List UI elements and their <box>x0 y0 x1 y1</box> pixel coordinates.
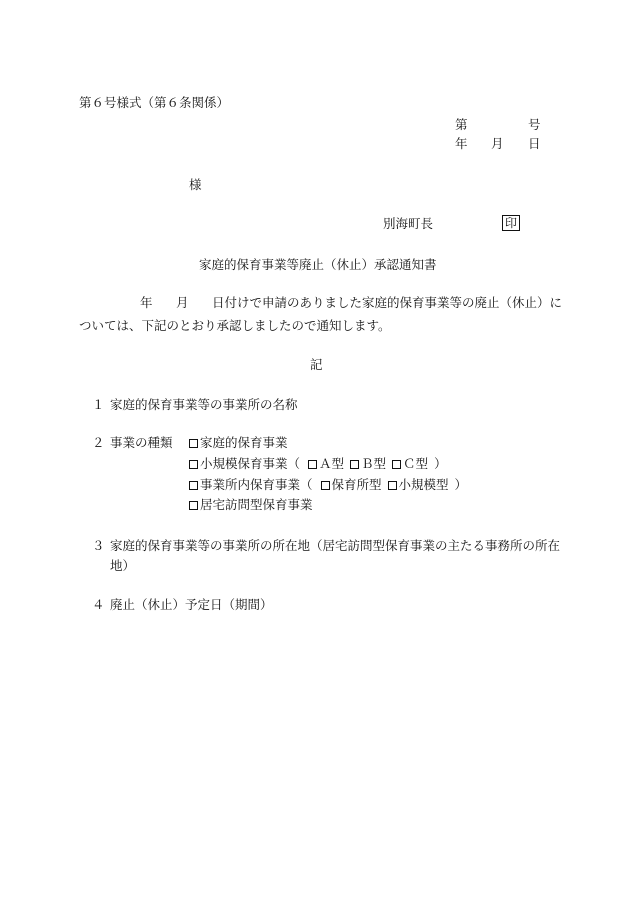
checkbox-icon <box>392 460 401 469</box>
ki-heading: 記 <box>310 357 323 372</box>
option-kateiteki-label: 家庭的保育事業 <box>200 435 288 450</box>
option-shokibo <box>189 458 447 471</box>
checkbox-icon <box>189 501 198 510</box>
close-paren: ） <box>434 456 447 471</box>
checkbox-icon <box>321 481 330 490</box>
checkbox-icon <box>189 439 198 448</box>
checkbox-icon <box>350 460 359 469</box>
checkbox-icon <box>189 460 198 469</box>
item-3-line1: 家庭的保育事業等の事業所の所在地（居宅訪問型保育事業の主たる事務所の所在 <box>110 538 561 553</box>
item-1-number: １ <box>92 397 105 412</box>
option-kyotaku-label: 居宅訪問型保育事業 <box>200 497 313 512</box>
type-hoikusho-label: 保育所型 <box>331 477 382 492</box>
body-month: 月 <box>176 295 189 310</box>
option-jigyosho <box>189 479 467 492</box>
body-year: 年 <box>140 295 153 310</box>
type-a-label: Ａ型 <box>319 456 345 471</box>
close-paren: ） <box>454 477 468 492</box>
date-year: 年 <box>455 136 468 151</box>
checkbox-icon <box>388 481 397 490</box>
type-b-label: Ｂ型 <box>361 456 387 471</box>
addressee-suffix: 様 <box>189 177 202 192</box>
item-4-text: 廃止（休止）予定日（期間） <box>110 597 273 612</box>
type-shokibo-label: 小規模型 <box>398 477 449 492</box>
date-month: 月 <box>491 136 504 151</box>
sender-name: 別海町長 <box>383 216 434 231</box>
option-kateiteki <box>189 437 288 450</box>
checkbox-icon <box>189 481 198 490</box>
item-2-number: ２ <box>92 435 105 450</box>
item-3-line2: 地） <box>110 558 136 573</box>
seal-mark: 印 <box>502 215 520 231</box>
item-4-number: ４ <box>92 597 105 612</box>
form-number-label: 第６号様式（第６条関係） <box>79 95 230 110</box>
date-day: 日 <box>528 136 541 151</box>
option-shokibo-label: 小規模保育事業（ <box>200 456 301 471</box>
item-3-number: ３ <box>92 538 105 553</box>
document-title: 家庭的保育事業等廃止（休止）承認通知書 <box>199 257 437 272</box>
item-1-text: 家庭的保育事業等の事業所の名称 <box>110 397 298 412</box>
body-line1: 日付けで申請のありました家庭的保育事業等の廃止（休止）に <box>212 295 563 310</box>
item-2-label: 事業の種類 <box>110 435 173 450</box>
checkbox-icon <box>308 460 317 469</box>
option-jigyosho-label: 事業所内保育事業（ <box>200 477 313 492</box>
type-c-label: Ｃ型 <box>403 456 429 471</box>
body-line2: ついては、下記のとおり承認しましたので通知します。 <box>79 318 391 333</box>
number-suffix: 号 <box>528 117 541 132</box>
option-kyotaku <box>189 499 313 512</box>
number-prefix: 第 <box>455 117 468 132</box>
